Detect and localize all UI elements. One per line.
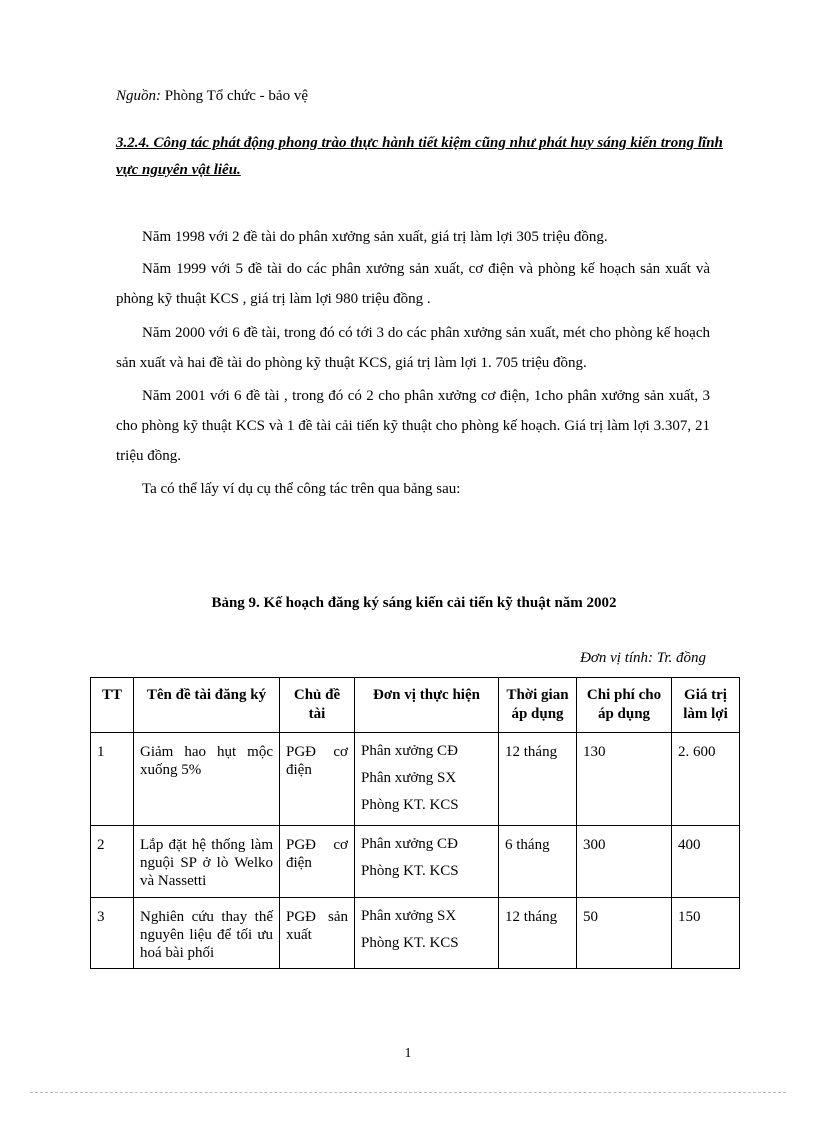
source-note [116,88,308,105]
cell-units [355,733,499,826]
cell-owner: PGĐ cơ điện [280,733,355,826]
header-tt: TT [91,678,134,733]
unit-line: Phòng KT. KCS [361,935,459,951]
paragraph-1999: Năm 1999 với 5 đề tài do các phân xưởng sản xuất, cơ điện và phòng kế hoạch sản xuất và phòng kỹ thuật KCS , giá trị làm lợi 980 triệu đồng . [116,261,710,307]
source-label: Nguồn: [116,88,161,104]
cell-owner: PGĐ cơ điện [280,826,355,898]
source-text: Phòng Tổ chức - bảo vệ [161,88,308,104]
cell-tt: 1 [91,733,134,826]
cell-owner: PGĐ sản xuất [280,898,355,969]
unit-line: Phân xưởng CĐ [361,836,458,852]
unit-line: Phòng KT. KCS [361,797,459,813]
cell-topic: Lắp đặt hệ thống làm nguội SP ở lò Welko và Nassetti [134,826,280,898]
cell-cost: 130 [577,733,672,826]
section-heading: 3.2.4. Công tác phát động phong trào thực hành tiết kiệm cũng như phát huy sáng kiến trong lĩnh vực nguyên vật liêu. [116,135,723,178]
unit-line: Phòng KT. KCS [361,863,459,879]
cell-units [355,826,499,898]
cell-topic: Nghiên cứu thay thế nguyên liệu để tối ưu hoá bài phối [134,898,280,969]
page-number: 1 [404,1046,412,1061]
cell-value: 150 [672,898,740,969]
table-caption: Bảng 9. Kế hoạch đăng ký sáng kiến cải tiến kỹ thuật năm 2002 [211,595,617,611]
cell-tt: 3 [91,898,134,969]
cell-tt: 2 [91,826,134,898]
table-row [91,826,740,898]
header-topic: Tên đề tài đăng ký [134,678,280,733]
cell-value: 400 [672,826,740,898]
paragraph-2000: Năm 2000 với 6 đề tài, trong đó có tới 3 do các phân xưởng sản xuất, mét cho phòng kế hoạch sản xuất và hai đề tài do phòng kỹ thuật KCS, giá trị làm lợi 1. 705 triệu đồng. [116,325,710,371]
header-value: Giá trị làm lợi [672,678,740,733]
unit-line: Phân xưởng SX [361,908,457,924]
cell-time: 12 tháng [499,733,577,826]
paragraph-1998: Năm 1998 với 2 đề tài do phân xưởng sản xuất, giá trị làm lợi 305 triệu đồng. [142,229,608,245]
cell-cost: 300 [577,826,672,898]
header-time: Thời gian áp dụng [499,678,577,733]
table-row [91,733,740,826]
header-units: Đơn vị thực hiện [355,678,499,733]
cell-cost: 50 [577,898,672,969]
unit-line: Phân xưởng SX [361,770,457,786]
cell-time: 12 tháng [499,898,577,969]
table-header-row [91,678,740,733]
table-row [91,898,740,969]
initiative-plan-table [90,677,740,969]
page-bottom-rule [30,1092,786,1093]
header-owner: Chủ đề tài [280,678,355,733]
paragraph-2001: Năm 2001 với 6 đề tài , trong đó có 2 cho phân xưởng cơ điện, 1cho phân xưởng sản xuất, 3 cho phòng kỹ thuật KCS và 1 đề tài cải tiến kỹ thuật cho phòng kế hoạch. Giá trị làm lợi 3.307, 21 triệu đồng. [116,388,710,464]
cell-topic: Giảm hao hụt mộc xuống 5% [134,733,280,826]
unit-line: Phân xưởng CĐ [361,743,458,759]
paragraph-intro-table: Ta có thể lấy ví dụ cụ thể công tác trên qua bảng sau: [142,481,461,497]
header-cost: Chi phí cho áp dụng [577,678,672,733]
unit-label: Đơn vị tính: Tr. đồng [580,650,706,666]
cell-units [355,898,499,969]
cell-time: 6 tháng [499,826,577,898]
cell-value: 2. 600 [672,733,740,826]
